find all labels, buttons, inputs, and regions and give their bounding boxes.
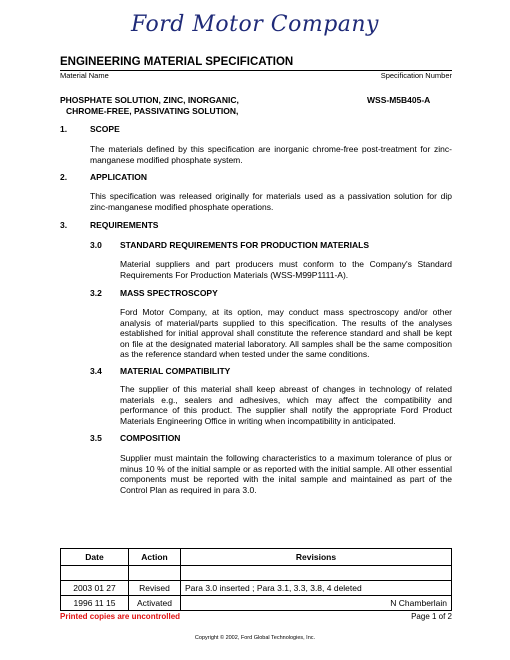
section-3-5-number: 3.5 (90, 433, 102, 443)
action-cell: Activated (129, 596, 181, 611)
action-header: Action (129, 549, 181, 566)
document-title: ENGINEERING MATERIAL SPECIFICATION (60, 56, 294, 68)
section-3-4-number: 3.4 (90, 366, 102, 376)
section-3-0-body: Material suppliers and part producers must conform to the Company's Standard Requirements For Production Materials (WSS-M99P1111-A). (120, 259, 452, 280)
action-cell: Revised (129, 581, 181, 596)
section-3-number: 3. (60, 220, 68, 230)
section-2-title: APPLICATION (90, 172, 147, 182)
date-header: Date (61, 549, 129, 566)
spec-number-label: Specification Number (380, 71, 452, 80)
section-3-2-title: MASS SPECTROSCOPY (120, 288, 218, 298)
revision-cell: Para 3.0 inserted ; Para 3.1, 3.3, 3.8, 4 deleted (181, 581, 452, 596)
material-name-line1: PHOSPHATE SOLUTION, ZINC, INORGANIC, (60, 95, 239, 105)
revision-cell: N Chamberlain (181, 596, 452, 611)
printed-copies-notice: Printed copies are uncontrolled (60, 612, 181, 621)
material-name (60, 95, 239, 116)
table-header-row (61, 549, 452, 566)
section-2-number: 2. (60, 172, 68, 182)
section-3-0-number: 3.0 (90, 240, 102, 250)
action-cell (129, 566, 181, 581)
ford-logo: Ford Motor Company (130, 12, 379, 37)
date-cell (61, 566, 129, 581)
table-row (61, 581, 452, 596)
section-3-2-body: Ford Motor Company, at its option, may conduct mass spectroscopy and/or other analysis of material/parts supplied to this specification. The results of the analyses established for initial approval shall constitute the reference standard and shall be kept on file at the designated material laboratory. All samples shall be the same composition as the reference standard when tested under the same conditions. (120, 307, 452, 359)
section-3-5-body: Supplier must maintain the following characteristics to a maximum tolerance of plus or minus 10 % of the initial sample or as reported with the initial sample. All other essential components must be reported with the inital sample and maintained as part of the Control Plan as required in para 3.0. (120, 453, 452, 495)
section-3-4-body: The supplier of this material shall keep abreast of changes in technology of related materials e.g., sealers and adhesives, which may affect the compatibility and performance of this product. The supplier shall notify the appropriate Ford Product Materials Engineering Office in writing when incompatibility in anticipated. (120, 384, 452, 426)
material-name-label: Material Name (60, 71, 109, 80)
section-3-5-title: COMPOSITION (120, 433, 181, 443)
table-row (61, 596, 452, 611)
date-cell: 1996 11 15 (61, 596, 129, 611)
revisions-header: Revisions (181, 549, 452, 566)
section-1-number: 1. (60, 124, 68, 134)
section-3-4-title: MATERIAL COMPATIBILITY (120, 366, 231, 376)
date-cell: 2003 01 27 (61, 581, 129, 596)
revision-cell (181, 566, 452, 581)
section-1-body: The materials defined by this specification are inorganic chrome-free post-treatment for zinc-manganese modified phosphate system. (90, 144, 452, 165)
spec-number: WSS-M5B405-A (367, 95, 431, 105)
material-name-line2: CHROME-FREE, PASSIVATING SOLUTION, (66, 105, 239, 116)
section-3-2-number: 3.2 (90, 288, 102, 298)
section-3-title: REQUIREMENTS (90, 220, 159, 230)
section-1-title: SCOPE (90, 124, 120, 134)
copyright-notice: Copyright © 2002, Ford Global Technologies, Inc. (194, 635, 316, 641)
section-2-body: This specification was released originally for materials used as a passivation solution for dip zinc-manganese modified phosphate operations. (90, 191, 452, 212)
page-number: Page 1 of 2 (411, 612, 452, 621)
revisions-table (60, 548, 452, 611)
section-3-0-title: STANDARD REQUIREMENTS FOR PRODUCTION MATERIALS (120, 240, 370, 250)
table-row (61, 566, 452, 581)
